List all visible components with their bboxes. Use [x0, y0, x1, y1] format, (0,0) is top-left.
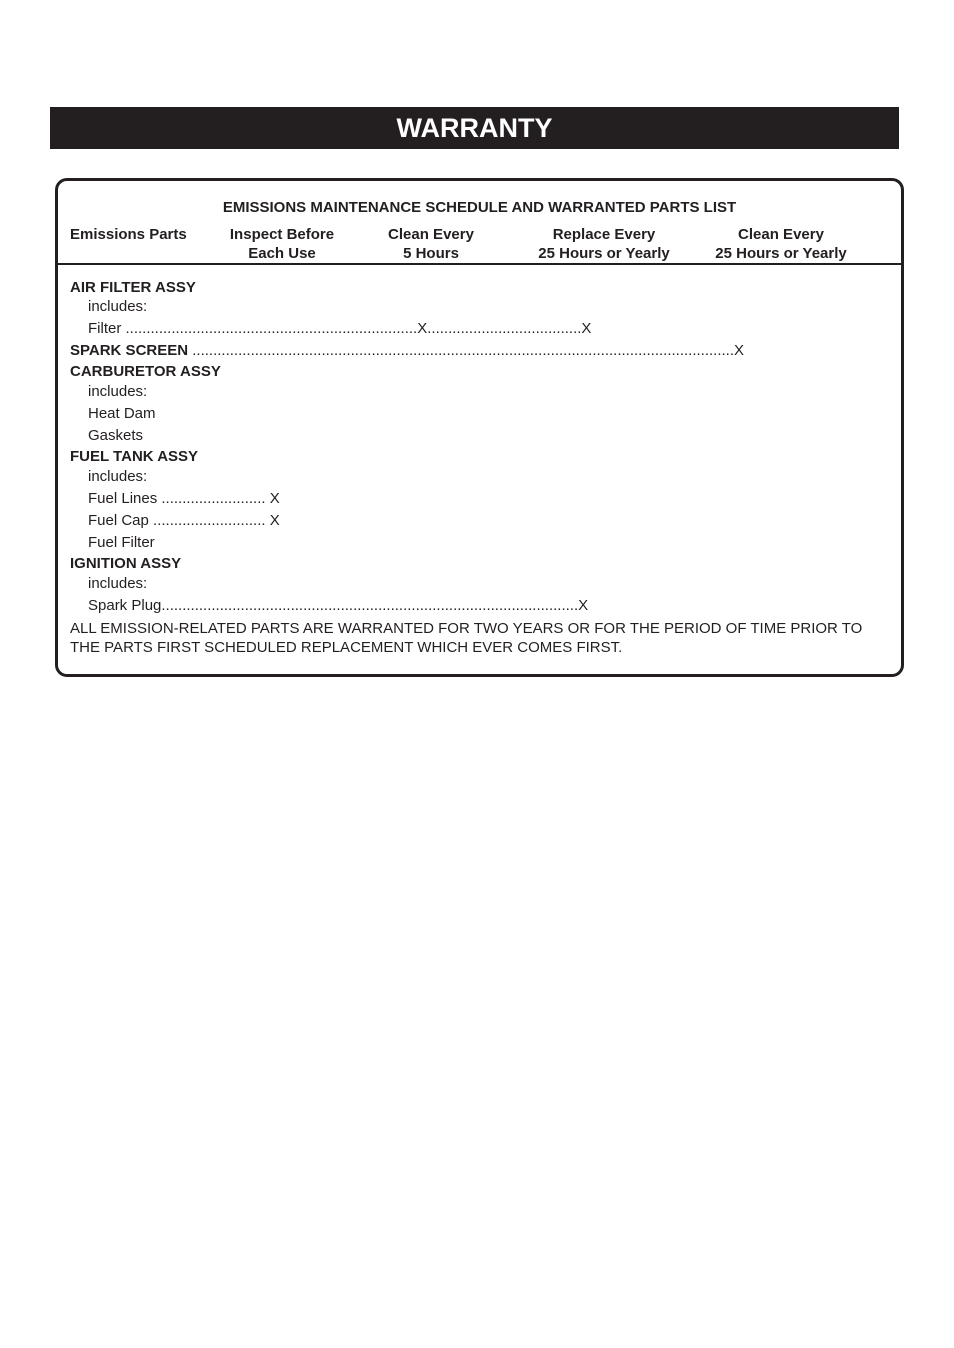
row-heat-dam: Heat Dam: [88, 405, 156, 422]
row-ignition-assy: IGNITION ASSY: [70, 555, 182, 572]
column-header-clean-5-line2: 5 Hours: [403, 245, 459, 262]
column-header-emissions-parts: Emissions Parts: [70, 226, 187, 243]
table-title: EMISSIONS MAINTENANCE SCHEDULE AND WARRANTED PARTS LIST: [222, 199, 737, 216]
column-header-inspect-line1: Inspect Before: [229, 226, 335, 243]
row-carburetor-assy: CARBURETOR ASSY: [70, 363, 221, 380]
row-includes: includes:: [88, 468, 148, 485]
row-spark-screen: SPARK SCREEN ..................................................................................................................................X: [70, 342, 745, 359]
header-divider: [58, 263, 901, 265]
emissions-schedule-table: [55, 178, 904, 677]
column-header-clean-5-line1: Clean Every: [388, 226, 474, 243]
warranty-banner: WARRANTY: [50, 107, 899, 149]
row-air-filter-assy: AIR FILTER ASSY: [70, 279, 196, 296]
column-header-replace-25-line1: Replace Every: [552, 226, 656, 243]
column-header-clean-25-line2: 25 Hours or Yearly: [715, 245, 847, 262]
row-includes: includes:: [88, 383, 148, 400]
row-fuel-cap: Fuel Cap ........................... X: [88, 512, 280, 529]
row-fuel-lines: Fuel Lines ......................... X: [88, 490, 280, 507]
warranty-note: ALL EMISSION-RELATED PARTS ARE WARRANTED FOR TWO YEARS OR FOR THE PERIOD OF TIME PRIOR TO THE PARTS FIRST SCHEDULED REPLACEMENT WHICH EVER COMES FIRST.: [70, 620, 863, 656]
row-fuel-filter: Fuel Filter: [88, 534, 155, 551]
row-spark-plug: Spark Plug....................................................................................................X: [88, 597, 589, 614]
column-header-inspect-line2: Each Use: [248, 245, 316, 262]
row-filter: Filter ......................................................................X.....................................X: [88, 320, 592, 337]
column-header-replace-25-line2: 25 Hours or Yearly: [538, 245, 670, 262]
row-includes: includes:: [88, 575, 148, 592]
row-fuel-tank-assy: FUEL TANK ASSY: [70, 448, 199, 465]
row-includes: includes:: [88, 298, 148, 315]
row-gaskets: Gaskets: [88, 427, 144, 444]
column-header-clean-25-line1: Clean Every: [738, 226, 824, 243]
